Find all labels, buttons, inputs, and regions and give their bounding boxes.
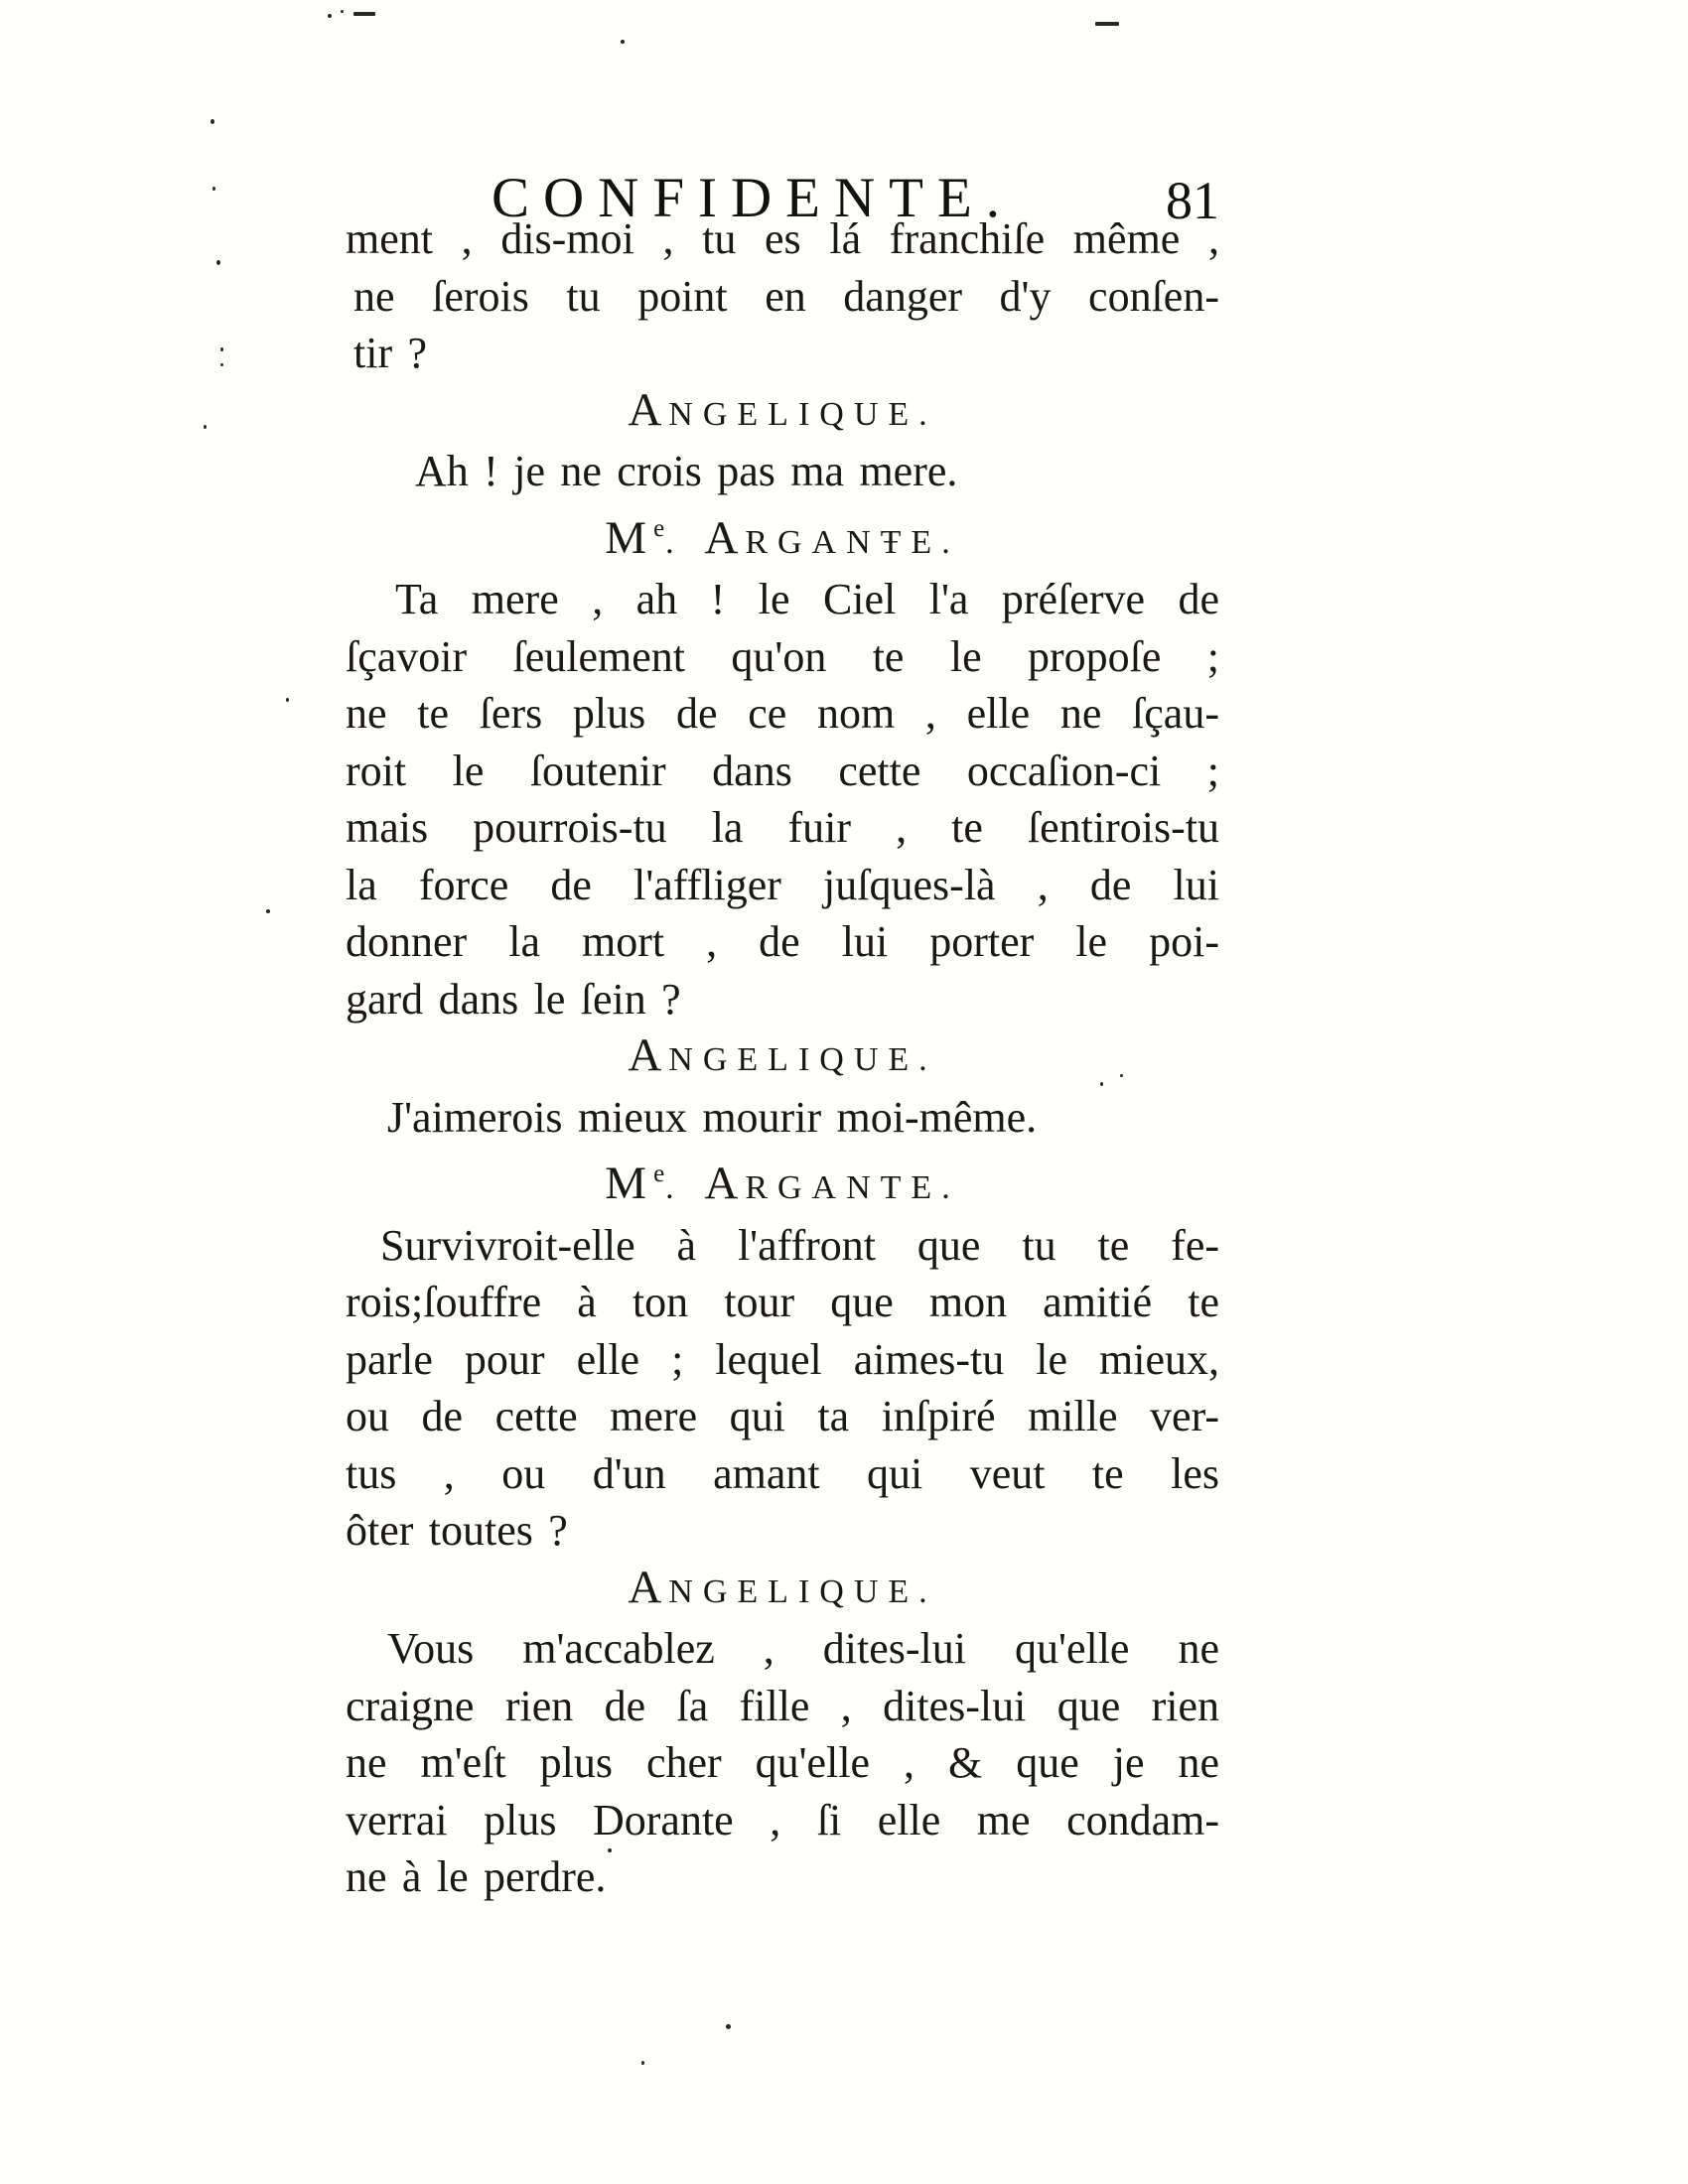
text-line: J'aimerois mieux mourir moi-même. — [387, 1092, 1038, 1142]
scan-speck — [1100, 1082, 1103, 1086]
scan-speck — [216, 260, 220, 265]
text-line: rois;ſouffre à ton tour que mon amitié te — [346, 1278, 1219, 1326]
text-block — [346, 210, 1219, 1906]
text-line: mais pourrois-tu la fuir , te ſentirois-tu — [346, 803, 1219, 852]
scan-speck — [353, 12, 375, 16]
text-line: ne m'eſt plus cher qu'elle , & que je ne — [346, 1738, 1219, 1787]
speaker-name-segment: A — [704, 511, 746, 564]
scan-speck — [220, 363, 223, 366]
speaker-name-segment: e — [653, 514, 666, 542]
speaker-name-segment: A — [628, 383, 669, 436]
text-line: ſçavoir ſeulement qu'on te le propoſe ; — [346, 631, 1219, 681]
speaker-name-segment: . — [665, 1169, 705, 1206]
scan-speck — [341, 10, 344, 13]
speaker-name-segment: A — [704, 1158, 746, 1209]
speaker-name-segment: M — [605, 1158, 654, 1209]
speaker-name-segment: A — [628, 1561, 669, 1613]
text-line: donner la mort , de lui porter le poi- — [346, 917, 1219, 966]
speaker-name-segment: M — [605, 511, 654, 564]
scan-speck — [726, 2024, 731, 2029]
running-title: CONFIDENTE. — [491, 167, 1015, 229]
speaker-line — [346, 1027, 1219, 1089]
text-line: Ta mere , ah ! le Ciel l'a préſerve de — [395, 575, 1219, 623]
scan-speck — [211, 119, 214, 124]
speaker-line — [346, 500, 1219, 572]
text-line: Vous m'accablez , dites-lui qu'elle ne — [387, 1624, 1219, 1673]
text-line: Survivroit-elle à l'affront que tu te fe- — [380, 1220, 1219, 1270]
text-line: craigne rien de ſa fille , dites-lui que rien — [346, 1681, 1219, 1730]
text-line: ne à le perdre. — [346, 1852, 607, 1901]
text-line: ou de cette mere qui ta inſpiré mille ver- — [346, 1392, 1219, 1440]
speaker-name-segment: NGELIQUE. — [668, 395, 937, 433]
speaker-name-segment: NGELIQUE. — [668, 1041, 937, 1078]
speaker-name-segment: A — [628, 1029, 669, 1081]
text-line: ôter toutes ? — [346, 1506, 568, 1555]
text-line: tus , ou d'un amant qui veut te les — [346, 1448, 1219, 1498]
speaker-line — [346, 382, 1219, 444]
text-line: ne te ſers plus de ce nom , elle ne ſçau- — [346, 689, 1219, 738]
text-line: gard dans le ſein ? — [346, 974, 681, 1024]
scan-speck — [212, 187, 215, 191]
scan-speck — [1095, 22, 1119, 26]
speaker-line — [346, 1560, 1219, 1621]
text-line: ment , dis-moi , tu es lá franchiſe même , — [346, 214, 1219, 263]
scan-speck — [286, 698, 289, 702]
text-line: la force de l'affliger juſques-là , de lui — [346, 860, 1219, 909]
scan-speck — [608, 1848, 612, 1852]
text-line: Ah ! je ne crois pas ma mere. — [415, 447, 958, 495]
text-line: tir ? — [353, 329, 428, 377]
scan-speck — [266, 909, 270, 913]
scan-speck — [328, 14, 332, 18]
scan-speck — [204, 425, 207, 429]
speaker-line — [346, 1146, 1219, 1217]
speaker-name-segment: . — [665, 523, 705, 561]
scan-speck — [621, 40, 625, 44]
text-line: roit le ſoutenir dans cette occaſion-ci ; — [346, 746, 1219, 795]
scan-speck — [1120, 1074, 1123, 1077]
speaker-name-segment: RGANTE. — [745, 1169, 960, 1206]
page-number: 81 — [1166, 171, 1219, 230]
text-line: verrai plus Dorante , ſi elle me condam- — [346, 1795, 1219, 1844]
speaker-name-segment: e — [653, 1160, 666, 1187]
scan-speck — [641, 2061, 644, 2065]
speaker-name-segment: NGELIQUE. — [668, 1572, 937, 1610]
text-line: ne ſerois tu point en danger d'y conſen- — [353, 271, 1219, 321]
speaker-name-segment: RGANŦE. — [745, 523, 960, 561]
text-line: parle pour elle ; lequel aimes-tu le mieux, — [346, 1334, 1219, 1384]
scan-speck — [220, 347, 223, 351]
